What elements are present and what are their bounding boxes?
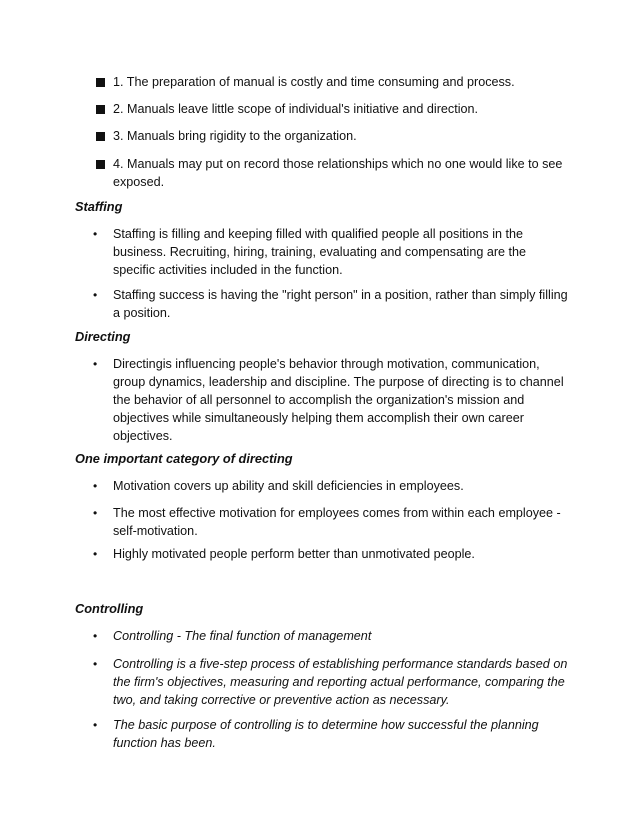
bullet-icon: •: [93, 357, 98, 371]
section-heading-directing: Directing: [75, 329, 131, 344]
bullet-icon: •: [93, 547, 98, 561]
bullet-icon: •: [93, 629, 98, 643]
bullet-icon: •: [93, 506, 98, 520]
list-item-text: Staffing success is having the "right person" in a position, rather than simply filling a position.: [113, 288, 568, 320]
bullet-icon: •: [93, 227, 98, 241]
list-item-text: Directingis influencing people's behavior through motivation, communication, group dynamics, leadership and discipline. The purpose of directing is to channel the behavior of all personnel to accomplish the organization's mission and objectives while simultaneously helping them accomplish their own career objectives.: [113, 357, 564, 443]
list-item-text: 3. Manuals bring rigidity to the organization.: [113, 129, 357, 143]
bullet-icon: •: [93, 288, 98, 302]
list-item-text: Controlling is a five-step process of establishing performance standards based on the firm's objectives, measuring and reporting actual performance, comparing the two, and taking corrective or preventive action as necessary.: [113, 657, 568, 707]
list-item-text: Motivation covers up ability and skill deficiencies in employees.: [113, 479, 464, 493]
list-item-text: Highly motivated people perform better than unmotivated people.: [113, 547, 475, 561]
list-item-text: 4. Manuals may put on record those relationships which no one would like to see exposed.: [113, 157, 563, 189]
list-item-text: Staffing is filling and keeping filled with qualified people all positions in the business. Recruiting, hiring, training, evaluating and compensating are the specific activities included in the function.: [113, 227, 527, 277]
bullet-icon: •: [93, 479, 98, 493]
list-item-text: Controlling - The final function of management: [113, 629, 372, 643]
section-heading-controlling: Controlling: [75, 601, 144, 616]
square-bullet-icon: [96, 105, 105, 114]
bullet-icon: •: [93, 657, 98, 671]
square-bullet-icon: [96, 160, 105, 169]
section-heading-staffing: Staffing: [75, 199, 123, 214]
list-item-text: 2. Manuals leave little scope of individual's initiative and direction.: [113, 102, 479, 116]
section-heading-directing-category: One important category of directing: [75, 451, 293, 466]
bullet-icon: •: [93, 718, 98, 732]
list-item-text: The basic purpose of controlling is to determine how successful the planning function has been.: [113, 718, 539, 750]
list-item-text: The most effective motivation for employees comes from within each employee - self-motivation.: [113, 506, 561, 538]
list-item-text: 1. The preparation of manual is costly and time consuming and process.: [113, 75, 515, 89]
square-bullet-icon: [96, 78, 105, 87]
square-bullet-icon: [96, 132, 105, 141]
